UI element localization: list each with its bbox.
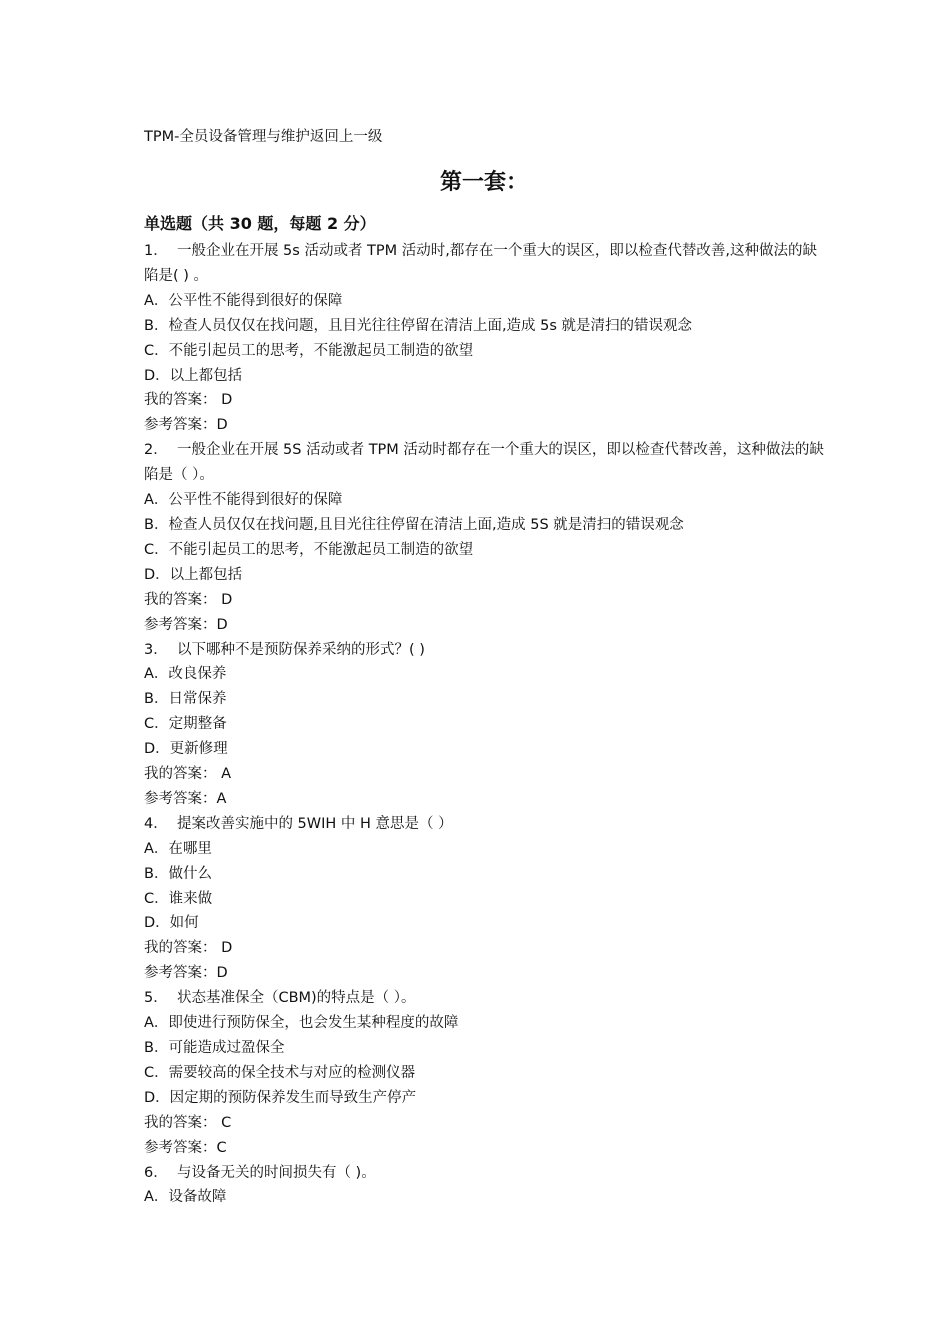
answer-option: C．不能引起员工的思考，不能激起员工制造的欲望	[144, 342, 474, 359]
question-stem: 2． 一般企业在开展 5S 活动或者 TPM 活动时都存在一个重大的误区，即以检查代替改善，这种做法的缺陷是（ ）。	[144, 442, 824, 484]
answer-option: B．检查人员仅仅在找问题,且目光往往停留在清洁上面,造成 5S 就是清扫的错误观念	[144, 516, 684, 533]
document-page	[144, 125, 824, 1210]
answer-option: A．在哪里	[144, 840, 212, 857]
answer-option: D．更新修理	[144, 741, 228, 758]
answer-option: C．需要较高的保全技术与对应的检测仪器	[144, 1064, 416, 1081]
reference-answer: 参考答案：D	[144, 616, 228, 633]
answer-option: A．公平性不能得到很好的保障	[144, 292, 343, 309]
question-list	[144, 239, 824, 1210]
answer-option: D．以上都包括	[144, 367, 243, 384]
answer-option: D．因定期的预防保养发生而导致生产停产	[144, 1089, 417, 1106]
my-answer: 我的答案： D	[144, 940, 233, 957]
my-answer: 我的答案： C	[144, 1114, 232, 1131]
answer-option: A．即使进行预防保全，也会发生某种程度的故障	[144, 1015, 459, 1032]
answer-option: C．定期整备	[144, 716, 227, 733]
answer-option: B．检查人员仅仅在找问题，且目光往往停留在清洁上面,造成 5s 就是清扫的错误观念	[144, 317, 693, 334]
answer-option: A．改良保养	[144, 666, 227, 683]
document-title: 第一套：	[439, 170, 528, 195]
answer-option: A．设备故障	[144, 1189, 227, 1206]
question-stem: 5． 状态基准保全（CBM)的特点是（ ）。	[144, 990, 416, 1007]
question-stem: 4． 提案改善实施中的 5WIH 中 H 意思是（ ）	[144, 815, 453, 832]
answer-option: B．做什么	[144, 865, 212, 882]
reference-answer: 参考答案：D	[144, 965, 228, 982]
answer-option: D．以上都包括	[144, 566, 243, 583]
question-stem: 1． 一般企业在开展 5s 活动或者 TPM 活动时,都存在一个重大的误区，即以检查代替改善,这种做法的缺陷是( ) 。	[144, 243, 817, 284]
section-heading: 单选题（共 30 题，每题 2 分）	[144, 214, 376, 233]
reference-answer: 参考答案：A	[144, 790, 227, 807]
answer-option: D．如何	[144, 915, 199, 932]
answer-option: B．日常保养	[144, 691, 227, 708]
answer-option: B．可能造成过盈保全	[144, 1040, 285, 1056]
answer-option: C．谁来做	[144, 890, 213, 907]
answer-option: A．公平性不能得到很好的保障	[144, 492, 343, 509]
question-stem: 6． 与设备无关的时间损失有（ )。	[144, 1164, 376, 1181]
reference-answer: 参考答案：D	[144, 417, 228, 434]
my-answer: 我的答案： D	[144, 591, 233, 608]
my-answer: 我的答案： A	[144, 766, 232, 783]
question-stem: 3． 以下哪种不是预防保养采纳的形式？( )	[144, 641, 425, 658]
header-link[interactable]: TPM-全员设备管理与维护返回上一级	[144, 129, 383, 145]
reference-answer: 参考答案：C	[144, 1139, 227, 1156]
answer-option: C．不能引起员工的思考，不能激起员工制造的欲望	[144, 541, 474, 558]
my-answer: 我的答案： D	[144, 392, 233, 409]
